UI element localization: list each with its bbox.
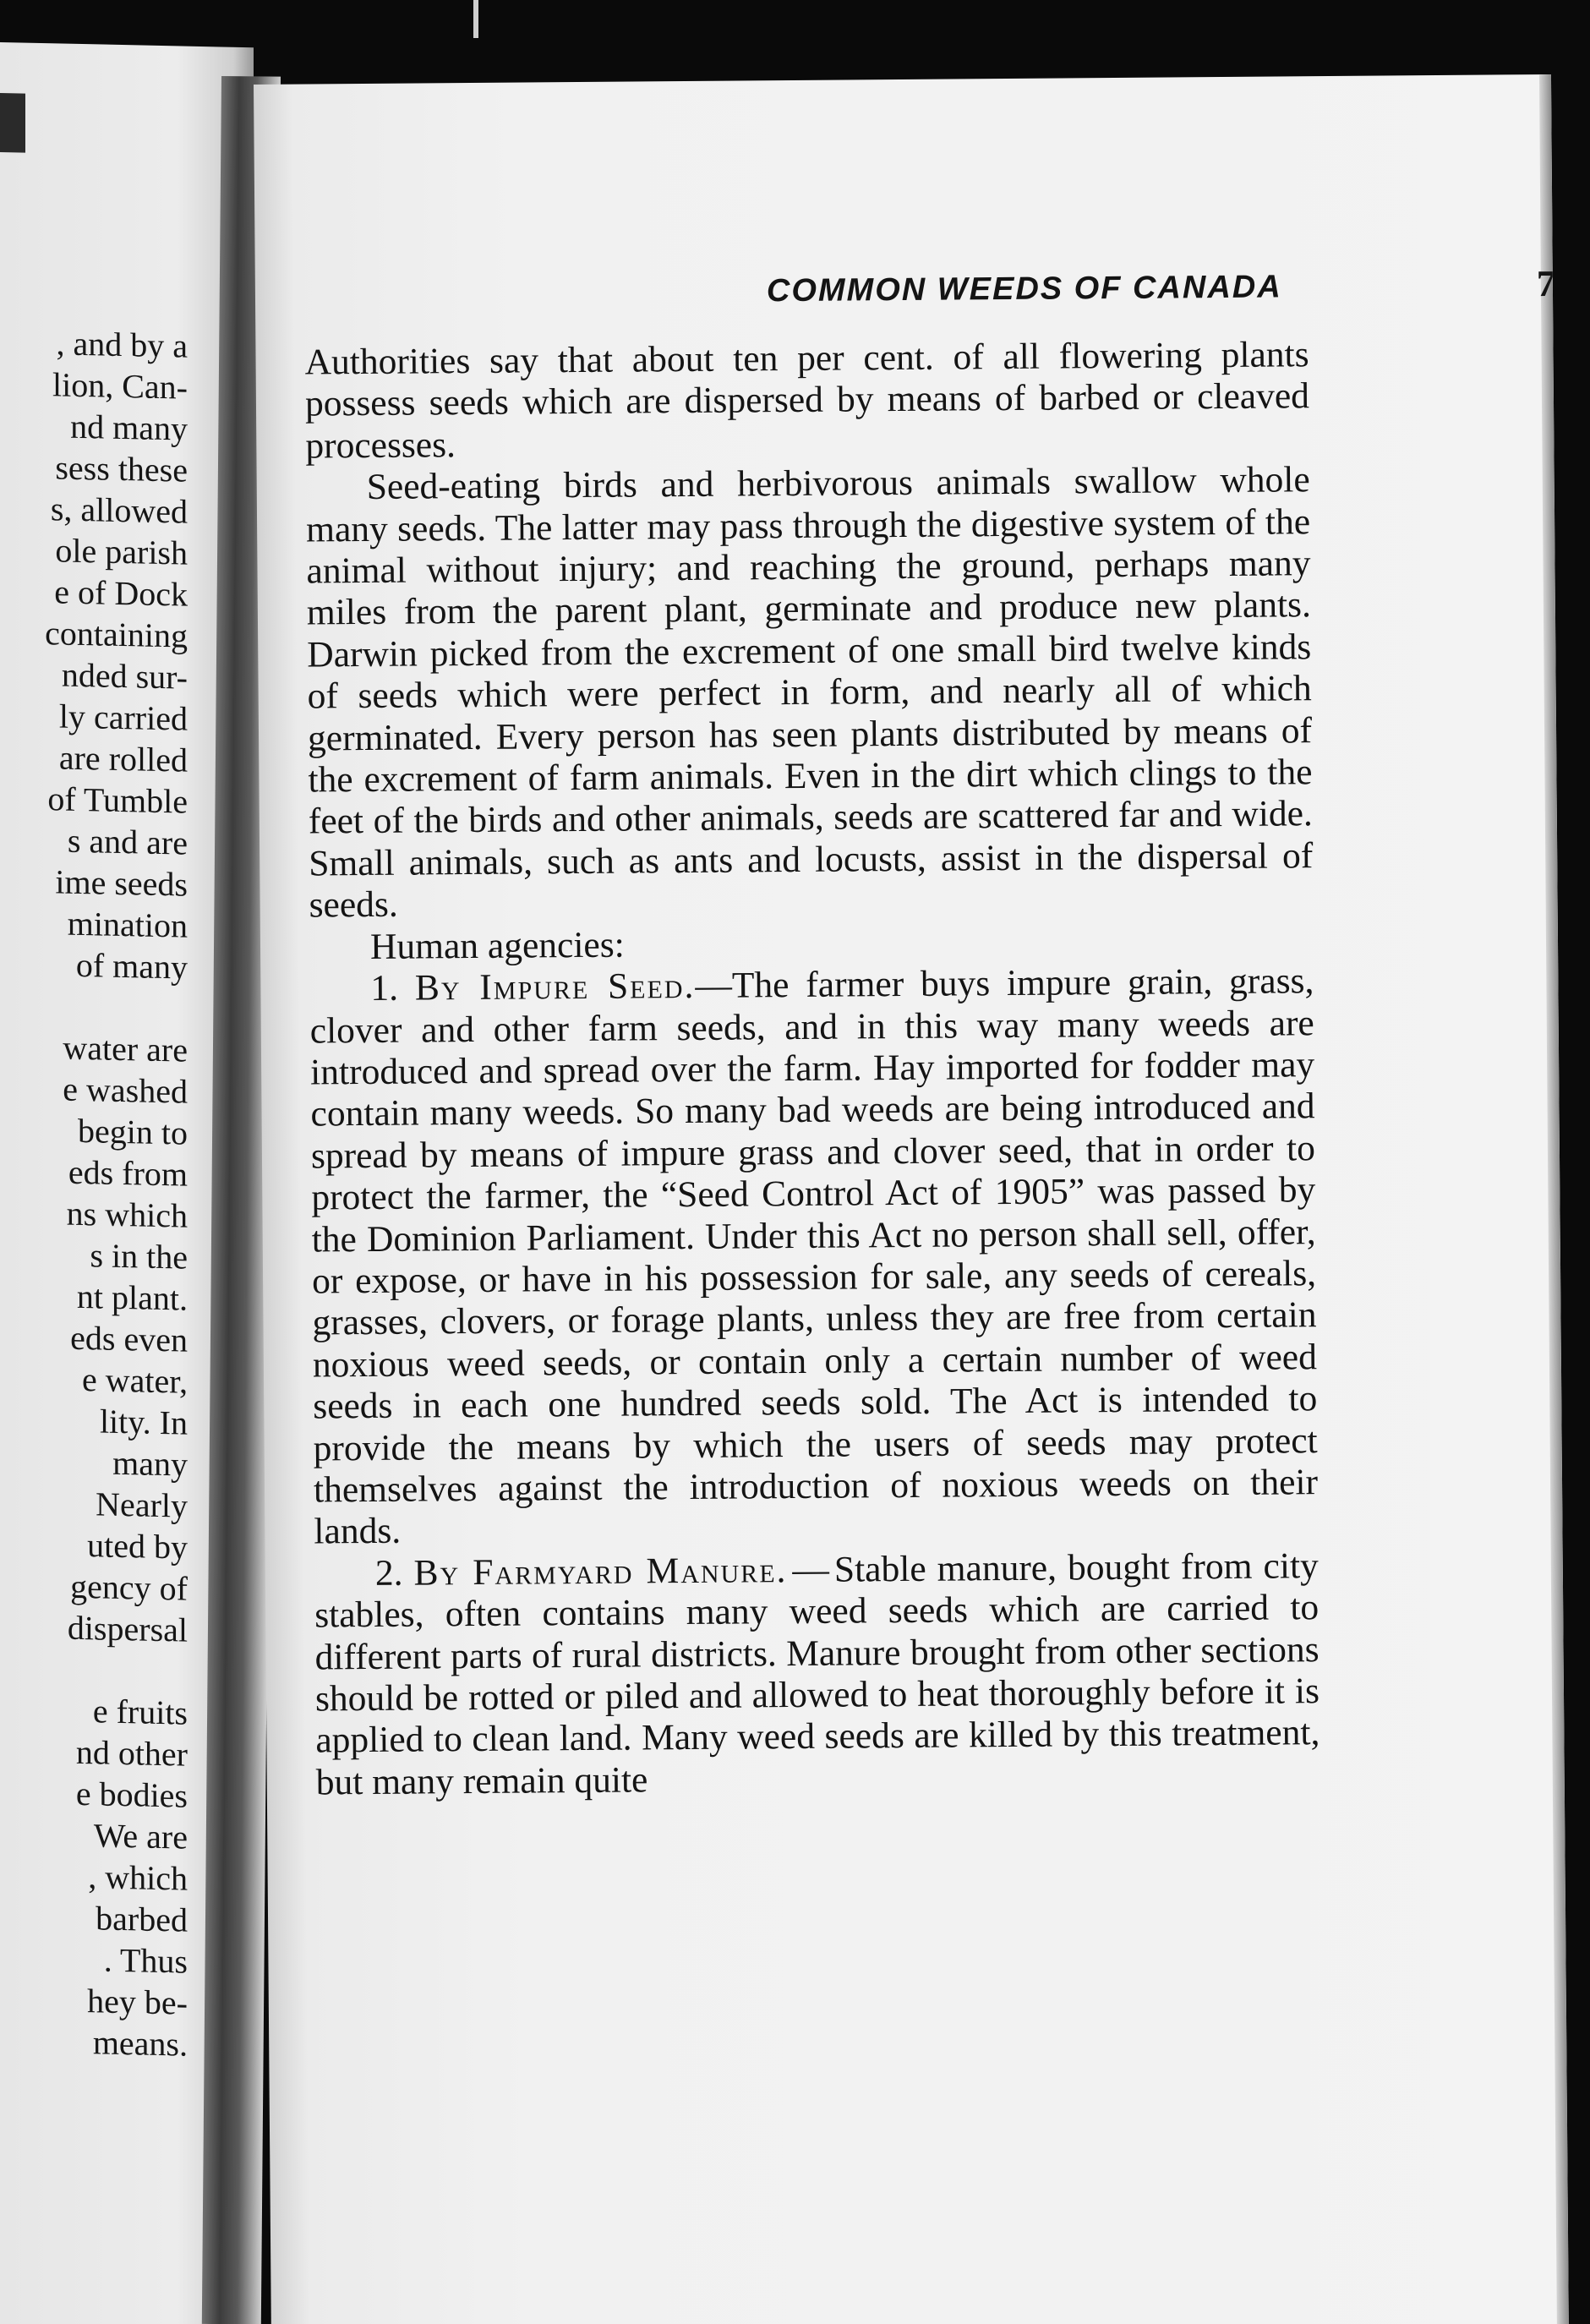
paragraph-animals: Seed-eating birds and herbivorous animals swallow whole many seeds. The latter may pass through the digestive system of the animal without injury; and reaching the ground, perhaps many miles from the parent plant, germinate and produce new plants. Darwin picked from the excrement of one small bird twelve kinds of seeds which were perfect in form, and nearly all of which germinated. Every person has seen plants distributed by means of the excrement of farm animals. Even in the dirt which clings to the feet of the birds and other animals, seeds are scattered far and wide. Small animals, such as ants and locusts, assist in the dispersal of seeds. [305,459,1314,926]
right-page [254,74,1569,2324]
left-page-line: of Tumble [47,779,188,821]
left-page-line: nd many [70,407,188,448]
page-edge-shadow [1536,74,1569,2324]
left-page-line: We are [93,1816,188,1856]
left-block-gap [0,984,188,1030]
section-number: 1. [370,967,399,1009]
left-page-line: water are [63,1028,188,1069]
left-page-line: eds from [68,1152,188,1194]
page-body [304,334,1320,1803]
left-page-line: lity. In [99,1402,188,1442]
left-page-line: , which [88,1857,188,1898]
left-page-line: , and by a [56,324,188,365]
left-text-block-2 [0,1025,188,1651]
left-page-line: hey be- [87,1982,188,2022]
left-page-line: nded sur- [61,655,188,697]
left-page-line: nt plant. [76,1277,188,1318]
left-page-line: many [112,1443,188,1484]
left-page-line: ly carried [58,697,188,738]
em-dash: — [792,1549,830,1590]
left-page-line: barbed [96,1899,188,1939]
left-page-line: means. [92,2023,188,2064]
left-page-line: ime seeds [55,862,188,904]
left-page-line: nd other [75,1732,188,1774]
left-page-line: Nearly [96,1485,188,1525]
left-text-block-1 [0,321,188,988]
left-block-gap [0,1647,188,1692]
section-number: 2. [374,1552,403,1594]
left-page-line: e of Dock [54,572,188,614]
left-page-text-column [0,321,188,2065]
section-impure-seed [309,960,1318,1553]
left-page-line: of many [75,945,188,987]
em-dash: — [695,965,733,1007]
section-text: Stable manure, bought from city stables, often contains many weed seeds which are carried to different parts of rural districts. Manure brought from other sections should be rotted or piled and allowed to heat thoroughly before it is applied to clean land. Many weed seeds are killed by this treatment, but many remain quite [314,1545,1320,1803]
scan-artifact-mark [473,0,478,38]
page-number: 7 [1536,262,1558,305]
left-page-line: eds even [70,1318,188,1359]
running-head [509,262,1557,321]
left-page-dark-strip [0,93,25,153]
left-page-line: e water, [82,1360,188,1401]
left-page-line: e washed [63,1069,188,1111]
left-page-line: sess these [55,448,188,489]
section-heading: By Farmyard Manure. [413,1549,788,1594]
left-page-line: mination [67,904,188,945]
left-page-line: . Thus [103,1940,188,1981]
left-page-line: gency of [70,1567,188,1608]
section-farmyard-manure [314,1545,1320,1804]
left-page-line: containing [45,614,188,655]
left-page-line: s and are [67,821,188,862]
left-page-line: s, allowed [50,489,188,531]
left-page-line: e fruits [92,1692,188,1732]
left-page-line: ole parish [55,531,188,572]
paragraph-seed-processes: Authorities say that about ten per cent. of all flowering plants possess seeds which are dispersed by means of barbed or cleaved processes. [304,334,1310,467]
running-head-title: COMMON WEEDS OF CANADA [766,269,1282,309]
left-page-line: e bodies [75,1774,188,1815]
section-heading: By Impure Seed. [414,965,696,1009]
left-page-line: ns which [66,1194,188,1235]
left-page-line: dispersal [67,1608,188,1649]
left-text-block-3 [0,1688,188,2065]
left-page-line: begin to [78,1111,188,1152]
left-page-line: uted by [87,1526,188,1567]
paragraph-human-agencies: Human agencies: [369,924,625,967]
left-page-line: s in the [90,1236,188,1277]
left-page-line: are rolled [58,738,188,779]
section-text: The farmer buys impure grain, grass, clover and other farm seeds, and in this way many weeds are introduced and spread over the farm. Hay imported for fodder may contain many weeds. So many bad weeds are being introduced and spread by means of impure grass and clover seed, that in order to protect the farmer, the “Seed Control Act of 1905” was passed by the Dominion Parliament. Under this Act no person shall sell, offer, or expose, or have in his possession for sale, any seeds of cereals, grasses, clovers, or forage plants, unless they are free from certain noxious weed seeds, or contain only a certain number of weed seeds in each one hundred seeds sold. The Act is intended to provide the means by which the users of seeds may protect themselves against the introduction of noxious weeds on their lands. [309,960,1319,1552]
left-page-line: lion, Can- [52,365,188,407]
